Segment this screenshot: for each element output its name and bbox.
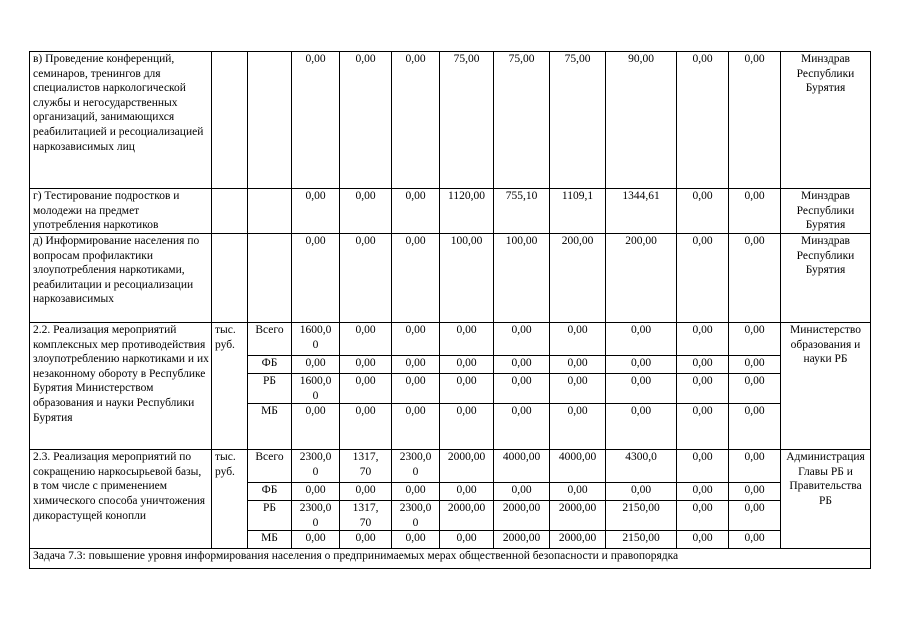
value-cell — [340, 189, 392, 234]
source-cell-text: Всего — [255, 324, 284, 336]
source-cell-text: ФБ — [261, 357, 278, 369]
measure-name-cell — [30, 450, 212, 549]
table-row — [30, 52, 871, 189]
value-cell — [392, 189, 440, 234]
value-cell-text: 0,00 — [305, 484, 326, 497]
executor-cell-text: Администрация Главы РБ и Правительства РБ — [786, 451, 865, 507]
value-cell — [606, 189, 677, 234]
value-cell-text: 0,00 — [692, 375, 713, 387]
value-cell — [729, 356, 781, 374]
source-cell-text: Всего — [255, 451, 284, 464]
source-cell — [248, 356, 292, 374]
value-cell-text: 0,00 — [744, 324, 765, 336]
value-cell-text: 0,00 — [305, 53, 326, 65]
value-cell — [606, 501, 677, 531]
value-cell — [606, 404, 677, 450]
unit-cell — [212, 450, 248, 549]
value-cell-text: 0,00 — [567, 324, 588, 336]
value-cell — [440, 356, 494, 374]
value-cell — [729, 234, 781, 323]
value-cell-text: 0,00 — [405, 532, 426, 545]
value-cell — [292, 189, 340, 234]
source-cell — [248, 531, 292, 549]
value-cell — [340, 374, 392, 404]
value-cell — [677, 52, 729, 189]
value-cell — [494, 189, 550, 234]
value-cell — [494, 404, 550, 450]
source-cell — [248, 501, 292, 531]
value-cell-text: 2300,0 0 — [299, 502, 332, 529]
value-cell — [729, 483, 781, 501]
value-cell — [292, 531, 340, 549]
value-cell — [440, 404, 494, 450]
value-cell-text: 0,00 — [355, 357, 376, 369]
value-cell — [440, 501, 494, 531]
value-cell-text: 0,00 — [355, 484, 376, 497]
value-cell-text: 0,00 — [305, 405, 326, 418]
measure-name-cell — [30, 52, 212, 189]
value-cell — [494, 450, 550, 483]
value-cell-text: 0,00 — [744, 484, 765, 497]
value-cell-text: 0,00 — [511, 324, 532, 336]
value-cell — [392, 323, 440, 356]
source-cell — [248, 52, 292, 189]
value-cell-text: 0,00 — [744, 235, 765, 247]
value-cell-text: 1317, 70 — [352, 451, 379, 478]
value-cell — [606, 374, 677, 404]
value-cell-text: 0,00 — [405, 375, 426, 387]
value-cell-text: 0,00 — [456, 324, 477, 336]
value-cell-text: 0,00 — [692, 484, 713, 497]
task-cell — [30, 549, 871, 569]
source-cell — [248, 450, 292, 483]
value-cell — [677, 234, 729, 323]
value-cell-text: 0,00 — [744, 451, 765, 464]
value-cell-text: 0,00 — [305, 190, 326, 202]
value-cell — [494, 374, 550, 404]
value-cell-text: 0,00 — [405, 484, 426, 497]
value-cell — [606, 356, 677, 374]
value-cell-text: 2000,00 — [502, 502, 541, 515]
value-cell-text: 0,00 — [744, 532, 765, 545]
value-cell-text: 0,00 — [456, 532, 477, 545]
value-cell — [550, 450, 606, 483]
value-cell — [340, 323, 392, 356]
value-cell — [606, 531, 677, 549]
value-cell-text: 1109,1 — [561, 190, 594, 202]
value-cell — [677, 501, 729, 531]
value-cell-text: 755,10 — [505, 190, 538, 202]
value-cell-text: 100,00 — [450, 235, 483, 247]
value-cell — [440, 189, 494, 234]
table-row — [30, 234, 871, 323]
value-cell-text: 2300,0 0 — [299, 451, 332, 478]
value-cell-text: 2300,0 0 — [399, 502, 432, 529]
value-cell-text: 0,00 — [567, 375, 588, 387]
value-cell — [677, 450, 729, 483]
value-cell — [550, 531, 606, 549]
value-cell-text: 0,00 — [692, 357, 713, 369]
value-cell — [729, 450, 781, 483]
value-cell — [606, 483, 677, 501]
unit-cell — [212, 189, 248, 234]
value-cell — [494, 323, 550, 356]
value-cell — [392, 501, 440, 531]
value-cell-text: 0,00 — [744, 53, 765, 65]
value-cell — [340, 483, 392, 501]
value-cell — [392, 450, 440, 483]
value-cell-text: 200,00 — [561, 235, 594, 247]
value-cell-text: 0,00 — [305, 532, 326, 545]
value-cell-text: 0,00 — [405, 324, 426, 336]
value-cell — [606, 323, 677, 356]
measure-name-cell-text: г) Тестирование подростков и молодежи на предмет употребления наркотиков — [33, 190, 180, 232]
value-cell-text: 75,00 — [564, 53, 591, 65]
value-cell-text: 0,00 — [692, 405, 713, 418]
measure-name-cell-text: 2.3. Реализация мероприятий по сокращению наркосырьевой базы, в том числе с применением химического способа уничтожения дикорастущей конопли — [33, 451, 206, 522]
unit-cell-text: тыс. руб. — [215, 451, 236, 478]
value-cell — [392, 531, 440, 549]
unit-cell — [212, 52, 248, 189]
value-cell — [292, 483, 340, 501]
value-cell — [494, 356, 550, 374]
value-cell-text: 0,00 — [692, 190, 713, 202]
source-cell-text: МБ — [261, 532, 278, 545]
value-cell — [392, 374, 440, 404]
value-cell — [292, 234, 340, 323]
value-cell-text: 0,00 — [405, 357, 426, 369]
value-cell-text: 0,00 — [305, 357, 326, 369]
value-cell — [550, 356, 606, 374]
value-cell — [292, 52, 340, 189]
unit-cell-text: тыс. руб. — [215, 324, 236, 351]
executor-cell — [781, 450, 871, 549]
value-cell-text: 0,00 — [511, 375, 532, 387]
value-cell — [292, 450, 340, 483]
value-cell — [494, 483, 550, 501]
value-cell — [340, 450, 392, 483]
budget-table — [29, 51, 871, 569]
value-cell-text: 0,00 — [692, 532, 713, 545]
value-cell-text: 0,00 — [692, 53, 713, 65]
table-row — [30, 189, 871, 234]
value-cell-text: 0,00 — [405, 190, 426, 202]
value-cell — [677, 374, 729, 404]
unit-cell — [212, 234, 248, 323]
value-cell-text: 0,00 — [355, 532, 376, 545]
value-cell-text: 0,00 — [511, 405, 532, 418]
value-cell-text: 2000,00 — [447, 451, 486, 464]
value-cell-text: 0,00 — [567, 484, 588, 497]
value-cell — [677, 356, 729, 374]
value-cell — [440, 531, 494, 549]
value-cell-text: 0,00 — [630, 324, 652, 336]
task-cell-text: Задача 7.3: повышение уровня информирования населения о предпринимаемых мерах общественной безопасности и правопорядка — [33, 550, 679, 563]
table-row — [30, 323, 871, 356]
value-cell-text: 0,00 — [355, 190, 376, 202]
value-cell — [340, 531, 392, 549]
value-cell — [550, 234, 606, 323]
measure-name-cell-text: д) Информирование населения по вопросам профилактики злоупотребления наркотиками, реабилитации и ресоциализации наркозависимых — [33, 235, 200, 306]
value-cell — [392, 52, 440, 189]
source-cell-text: РБ — [263, 502, 276, 515]
value-cell-text: 0,00 — [567, 405, 588, 418]
value-cell-text: 90,00 — [628, 53, 654, 65]
value-cell — [550, 501, 606, 531]
value-cell-text: 2000,00 — [447, 502, 486, 515]
value-cell-text: 0,00 — [692, 502, 713, 515]
value-cell-text: 0,00 — [692, 451, 713, 464]
value-cell-text: 2000,00 — [558, 532, 597, 545]
value-cell-text: 2000,00 — [502, 532, 541, 545]
value-cell-text: 0,00 — [744, 375, 765, 387]
value-cell-text: 2000,00 — [558, 502, 597, 515]
value-cell-text: 1317, 70 — [352, 502, 379, 529]
value-cell — [440, 483, 494, 501]
value-cell-text: 75,00 — [453, 53, 480, 65]
value-cell-text: 0,00 — [630, 375, 652, 387]
value-cell-text: 2150,00 — [622, 502, 660, 515]
value-cell — [292, 501, 340, 531]
unit-cell — [212, 323, 248, 450]
value-cell-text: 0,00 — [355, 324, 376, 336]
executor-cell-text: Минздрав Республики Бурятия — [796, 53, 855, 95]
value-cell-text: 4300,0 — [625, 451, 657, 464]
value-cell-text: 0,00 — [355, 375, 376, 387]
value-cell-text: 0,00 — [692, 235, 713, 247]
task-row — [30, 549, 871, 569]
value-cell-text: 4000,00 — [502, 451, 541, 464]
value-cell-text: 2300,0 0 — [399, 451, 432, 478]
value-cell — [440, 374, 494, 404]
executor-cell-text: Минздрав Республики Бурятия — [796, 235, 855, 277]
value-cell — [440, 234, 494, 323]
value-cell — [440, 52, 494, 189]
executor-cell — [781, 323, 871, 450]
value-cell-text: 0,00 — [630, 484, 652, 497]
source-cell — [248, 374, 292, 404]
value-cell-text: 0,00 — [511, 484, 532, 497]
value-cell — [292, 323, 340, 356]
value-cell-text: 0,00 — [456, 484, 477, 497]
value-cell-text: 0,00 — [355, 235, 376, 247]
value-cell — [440, 323, 494, 356]
value-cell — [550, 189, 606, 234]
value-cell — [606, 450, 677, 483]
value-cell — [292, 404, 340, 450]
value-cell — [677, 323, 729, 356]
value-cell — [292, 356, 340, 374]
source-cell — [248, 323, 292, 356]
source-cell — [248, 483, 292, 501]
value-cell-text: 1344,61 — [622, 190, 660, 202]
value-cell-text: 1600,0 0 — [299, 375, 332, 402]
value-cell-text: 0,00 — [567, 357, 588, 369]
value-cell — [340, 234, 392, 323]
value-cell-text: 0,00 — [744, 190, 765, 202]
value-cell — [392, 356, 440, 374]
value-cell-text: 75,00 — [508, 53, 535, 65]
source-cell — [248, 189, 292, 234]
value-cell — [494, 531, 550, 549]
value-cell — [677, 404, 729, 450]
value-cell-text: 0,00 — [355, 53, 376, 65]
source-cell-text: ФБ — [261, 484, 278, 497]
value-cell — [340, 52, 392, 189]
measure-name-cell-text: 2.2. Реализация мероприятий комплексных мер противодействия злоупотреблению наркотиками и их незаконному обороту в Республике Бурятия Министерством образования и науки Республики Бурятия — [33, 324, 209, 424]
value-cell — [494, 501, 550, 531]
value-cell-text: 2150,00 — [622, 532, 660, 545]
source-cell — [248, 234, 292, 323]
value-cell — [392, 483, 440, 501]
value-cell-text: 100,00 — [505, 235, 538, 247]
measure-name-cell — [30, 323, 212, 450]
executor-cell-text: Министерство образования и науки РБ — [790, 324, 861, 366]
value-cell-text: 0,00 — [355, 405, 376, 418]
value-cell — [392, 234, 440, 323]
value-cell — [440, 450, 494, 483]
value-cell-text: 0,00 — [405, 405, 426, 418]
value-cell — [392, 404, 440, 450]
value-cell — [677, 531, 729, 549]
source-cell-text: МБ — [261, 405, 278, 418]
executor-cell — [781, 52, 871, 189]
measure-name-cell — [30, 189, 212, 234]
source-cell — [248, 404, 292, 450]
measure-name-cell — [30, 234, 212, 323]
value-cell-text: 0,00 — [456, 405, 477, 418]
value-cell-text: 1600,0 0 — [299, 324, 332, 351]
value-cell-text: 0,00 — [744, 357, 765, 369]
value-cell — [292, 374, 340, 404]
source-cell-text: РБ — [263, 375, 276, 387]
value-cell — [340, 501, 392, 531]
value-cell — [729, 501, 781, 531]
value-cell-text: 0,00 — [456, 375, 477, 387]
value-cell — [729, 531, 781, 549]
value-cell — [606, 234, 677, 323]
value-cell — [677, 189, 729, 234]
value-cell — [677, 483, 729, 501]
value-cell — [729, 52, 781, 189]
value-cell — [729, 189, 781, 234]
value-cell-text: 0,00 — [630, 405, 652, 418]
value-cell-text: 0,00 — [630, 357, 652, 369]
value-cell — [340, 404, 392, 450]
value-cell — [729, 404, 781, 450]
value-cell-text: 0,00 — [405, 53, 426, 65]
executor-cell-text: Минздрав Республики Бурятия — [796, 190, 855, 232]
value-cell-text: 0,00 — [305, 235, 326, 247]
value-cell-text: 0,00 — [511, 357, 532, 369]
value-cell-text: 1120,00 — [448, 190, 485, 202]
value-cell-text: 0,00 — [744, 502, 765, 515]
value-cell-text: 0,00 — [744, 405, 765, 418]
value-cell — [550, 52, 606, 189]
value-cell — [340, 356, 392, 374]
executor-cell — [781, 234, 871, 323]
value-cell-text: 200,00 — [625, 235, 657, 247]
value-cell — [494, 52, 550, 189]
value-cell — [729, 323, 781, 356]
value-cell-text: 4000,00 — [558, 451, 597, 464]
value-cell — [729, 374, 781, 404]
value-cell — [550, 323, 606, 356]
table-row — [30, 450, 871, 483]
value-cell-text: 0,00 — [456, 357, 477, 369]
value-cell-text: 0,00 — [692, 324, 713, 336]
value-cell — [494, 234, 550, 323]
value-cell — [550, 374, 606, 404]
value-cell-text: 0,00 — [405, 235, 426, 247]
measure-name-cell-text: в) Проведение конференций, семинаров, тренингов для специалистов наркологической службы и негосударственных организаций, занимающихся реабилитацией и ресоциализацией наркозависимых лиц — [33, 53, 204, 153]
executor-cell — [781, 189, 871, 234]
value-cell — [550, 404, 606, 450]
value-cell — [550, 483, 606, 501]
value-cell — [606, 52, 677, 189]
